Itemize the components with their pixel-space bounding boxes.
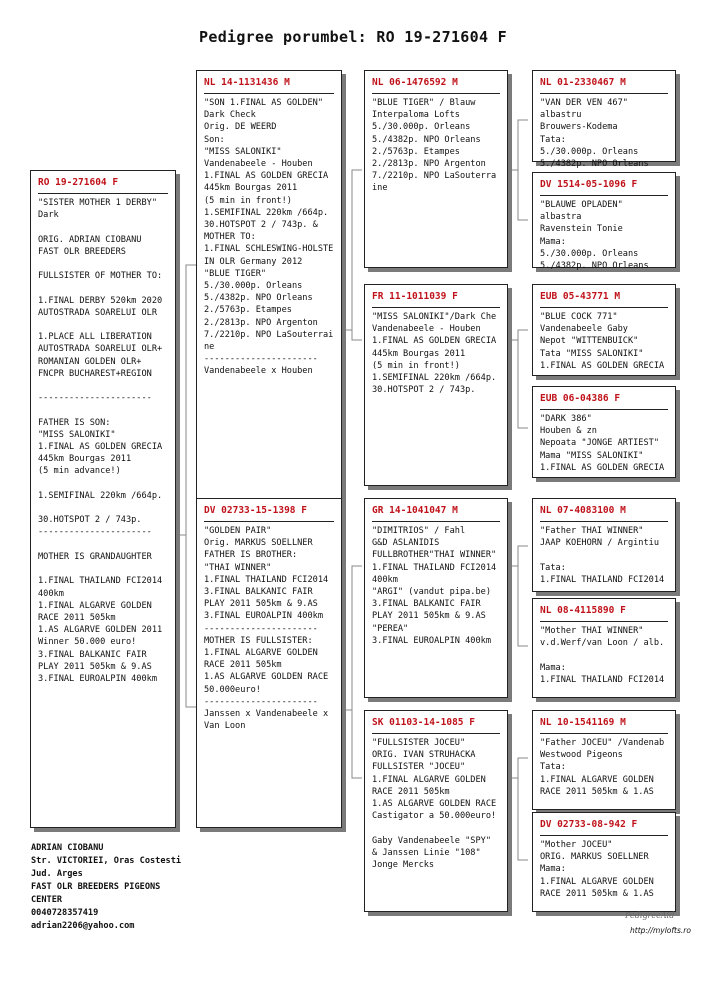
logo-signature: PedigreeAid: [625, 911, 675, 920]
card-dam-dam-dam: [532, 812, 676, 912]
divider: [372, 521, 500, 522]
card-dam-sire-sire: [532, 498, 676, 592]
ring-number: NL 01-2330467 M: [540, 77, 626, 88]
ring-number: RO 19-271604 F: [38, 177, 119, 188]
card-text: "Father JOCEU" /Vandenab Westwood Pigeons Tata: 1.FINAL ALGARVE GOLDEN RACE 2011 505km & 1.AS: [540, 738, 665, 797]
divider: [540, 621, 668, 622]
ring-number: SK 01103-14-1085 F: [372, 717, 475, 728]
breeder-contact: ADRIAN CIOBANU Str. VICTORIEI, Oras Costesti Jud. Arges FAST OLR BREEDERS PIGEONS CENTER 0040728357419 adrian2206@yahoo.com: [31, 843, 182, 931]
card-sire-sire-dam: [532, 172, 676, 272]
card-text: "VAN DER VEN 467" albastru Brouwers-Kodema Tata: 5./30.000p. Orleans 5./4382p. NPO Orleans: [540, 98, 649, 170]
divider: [372, 307, 500, 308]
ring-number: DV 02733-15-1398 F: [204, 505, 307, 516]
ring-number: NL 08-4115890 F: [540, 605, 626, 616]
ring-number: FR 11-1011039 F: [372, 291, 458, 302]
ring-number: GR 14-1041047 M: [372, 505, 458, 516]
card-sire-dam-dam: [532, 386, 676, 478]
card-text: "BLUE COCK 771" Vandenabeele Gaby Nepot "WITTENBUICK" Tata "MISS SALONIKI" 1.FINAL AS GOLDEN GRECIA: [540, 312, 665, 371]
divider: [204, 93, 334, 94]
card-sire-sire-sire: [532, 70, 676, 170]
ring-number: DV 02733-08-942 F: [540, 819, 638, 830]
divider: [540, 733, 668, 734]
card-text: "FULLSISTER JOCEU" ORIG. IVAN STRUHACKA FULLSISTER "JOCEU" 1.FINAL ALGARVE GOLDEN RACE 2011 505km 1.AS ALGARVE GOLDEN RACE Castigator a 50.000euro! Gaby Vandenabeele "SPY" & Janssen Linie "108" Jonge Mercks: [372, 738, 497, 871]
card-dam-dam: [364, 710, 508, 912]
card-dam-sire: [364, 498, 508, 698]
ring-number: NL 14-1131436 M: [204, 77, 290, 88]
card-dam: [196, 498, 342, 828]
card-text: "GOLDEN PAIR" Orig. MARKUS SOELLNER FATHER IS BROTHER: "THAI WINNER" 1.FINAL THAILAND FCI2014 3.FINAL BALKANIC FAIR PLAY 2011 505km & 9.AS 3.FINAL EUROALPIN 400km ---------------------- MOTHER IS FULLSISTER: 1.FINAL ALGARVE GOLDEN RACE 2011 505km 1.AS ALGARVE GOLDEN RACE 50.000euro! ---------------------- Janssen x Vandenabeele x Van Loon: [204, 526, 329, 732]
card-text: "SON 1.FINAL AS GOLDEN" Dark Check Orig. DE WEERD Son: "MISS SALONIKI" Vandenabeele - Houben 1.FINAL AS GOLDEN GRECIA 445km Bourgas 2011 (5 min in front!) 1.SEMIFINAL 220km /664p. 30.HOTSPOT 2 / 743p. & MOTHER TO: 1.FINAL SCHLESWING-HOLSTEIN OLR Germany 2012 "BLUE TIGER" 5./30.000p. Orleans 5./4382p. NPO Orleans 2./5763p. Etampes 2./2813p. NPO Argenton 7./2210p. NPO LaSouterraine ---------------------- Vandenabeele x Houben: [204, 98, 334, 377]
divider: [540, 835, 668, 836]
divider: [540, 195, 668, 196]
card-text: "BLUE TIGER" / Blauw Interpaloma Lofts 5./30.000p. Orleans 5./4382p. NPO Orleans 2./5763p. Etampes 2./2813p. NPO Argenton 7./2210p. NPO LaSouterraine: [372, 98, 497, 194]
card-text: "BLAUWE OPLADEN" albastra Ravenstein Tonie Mama: 5./30.000p. Orleans 5./4382p. NPO Orleans: [540, 200, 649, 272]
card-dam-dam-sire: [532, 710, 676, 810]
card-text: "Father THAI WINNER" JAAP KOEHORN / Argintiu Tata: 1.FINAL THAILAND FCI2014: [540, 526, 665, 585]
card-dam-sire-dam: [532, 598, 676, 698]
card-text: "SISTER MOTHER 1 DERBY" Dark ORIG. ADRIAN CIOBANU FAST OLR BREEDERS FULLSISTER OF MOTHER TO: 1.FINAL DERBY 520km 2020 AUTOSTRADA SOARELUI OLR 1.PLACE ALL LIBERATION AUTOSTRADA SOARELUI OLR+ ROMANIAN GOLDEN OLR+ FNCPR BUCHAREST+REGION ---------------------- FATHER IS SON: "MISS SALONIKI" 1.FINAL AS GOLDEN GRECIA 445km Bourgas 2011 (5 min advance!) 1.SEMIFINAL 220km /664p. 30.HOTSPOT 2 / 743p. ---------------------- MOTHER IS GRANDAUGHTER 1.FINAL THAILAND FCI2014 400km 1.FINAL ALGARVE GOLDEN RACE 2011 505km 1.AS ALGARVE GOLDEN 2011 Winner 50.000 euro! 3.FINAL BALKANIC FAIR PLAY 2011 505km & 9.AS 3.FINAL EUROALPIN 400km: [38, 198, 163, 684]
website-link[interactable]: http://mylofts.ro: [630, 926, 691, 935]
page-title: Pedigree porumbel: RO 19-271604 F: [199, 28, 507, 46]
ring-number: EUB 05-43771 M: [540, 291, 621, 302]
divider: [540, 521, 668, 522]
card-sire-sire: [364, 70, 508, 268]
card-sire: [196, 70, 342, 518]
card-sire-dam-sire: [532, 284, 676, 376]
card-text: "MISS SALONIKI"/Dark Che Vandenabeele - Houben 1.FINAL AS GOLDEN GRECIA 445km Bourgas 2011 (5 min in front!) 1.SEMIFINAL 220km /664p. 30.HOTSPOT 2 / 743p.: [372, 312, 497, 396]
card-text: "DIMITRIOS" / Fahl G&D ASLANIDIS FULLBROTHER"THAI WINNER" 1.FINAL THAILAND FCI2014 400km "ARGI" (vandut pipa.be) 3.FINAL BALKANIC FAIR PLAY 2011 505km & 9.AS "PEREA" 3.FINAL EUROALPIN 400km: [372, 526, 497, 646]
card-text: "Mother JOCEU" ORIG. MARKUS SOELLNER Mama: 1.FINAL ALGARVE GOLDEN RACE 2011 505km & 1.AS: [540, 840, 654, 899]
ring-number: EUB 06-04386 F: [540, 393, 621, 404]
divider: [204, 521, 334, 522]
divider: [38, 193, 168, 194]
card-sire-dam: [364, 284, 508, 486]
ring-number: NL 07-4083100 M: [540, 505, 626, 516]
card-text: "DARK 386" Houben & zn Nepoata "JONGE ARTIEST" Mama "MISS SALONIKI" 1.FINAL AS GOLDEN GRECIA: [540, 414, 665, 473]
divider: [540, 93, 668, 94]
card-text: "Mother THAI WINNER" v.d.Werf/van Loon / alb. Mama: 1.FINAL THAILAND FCI2014: [540, 626, 665, 685]
ring-number: NL 10-1541169 M: [540, 717, 626, 728]
card-subject: [30, 170, 176, 828]
divider: [540, 409, 668, 410]
ring-number: DV 1514-05-1096 F: [540, 179, 638, 190]
ring-number: NL 06-1476592 M: [372, 77, 458, 88]
divider: [372, 733, 500, 734]
divider: [372, 93, 500, 94]
divider: [540, 307, 668, 308]
